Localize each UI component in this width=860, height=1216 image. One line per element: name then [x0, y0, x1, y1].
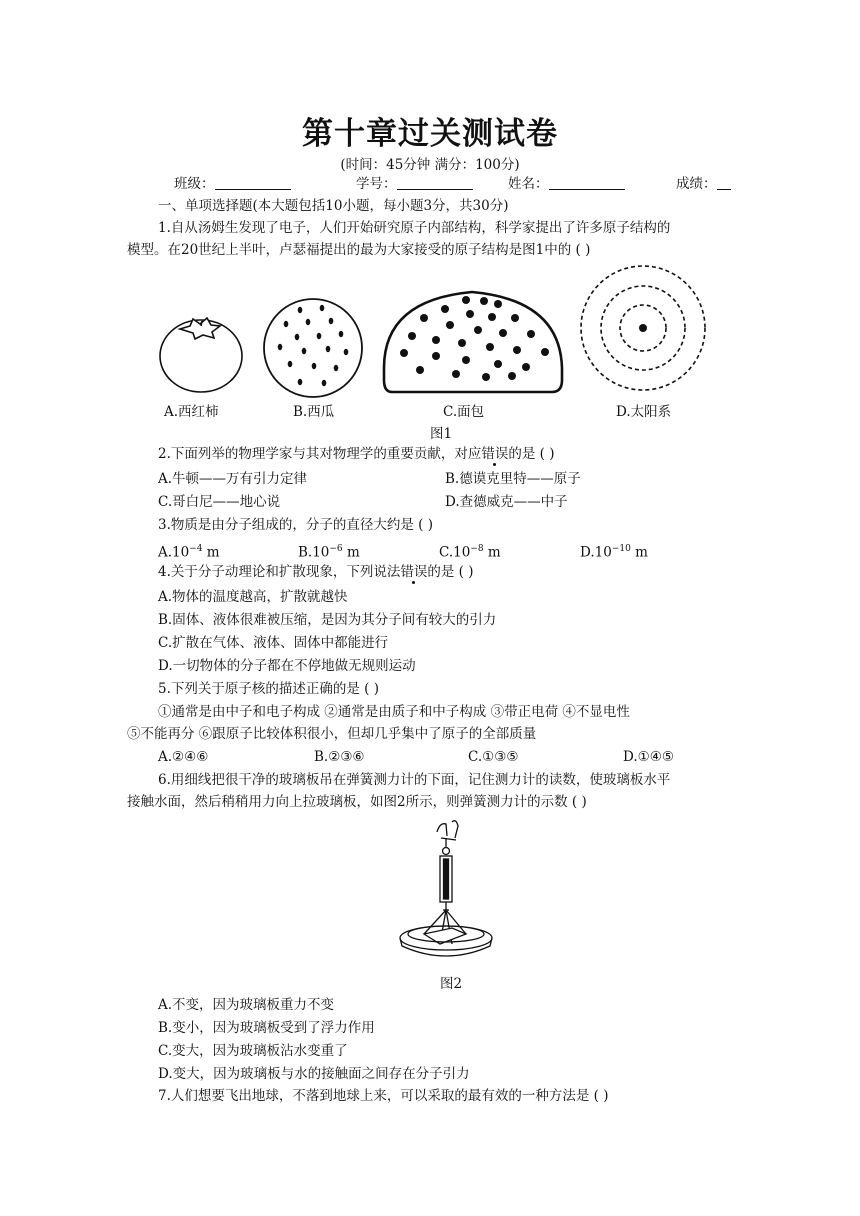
- name-label: 姓名：: [508, 176, 549, 192]
- q4-option-b: B.固体、液体很难被压缩，是因为其分子间有较大的引力: [158, 612, 497, 628]
- figure-1-caption: 图1: [430, 426, 453, 442]
- page-title: 第十章过关测试卷: [302, 116, 558, 152]
- figure-2-caption: 图2: [440, 976, 463, 992]
- q5-statements-1: ①通常是由中子和电子构成 ②通常是由质子和中子构成 ③带正电荷 ④不显电性: [158, 704, 630, 720]
- q3-option-c: $C.10^{-8}$ m: [439, 544, 501, 561]
- q2-option-c: C.哥白尼——地心说: [158, 494, 281, 510]
- q2-emphasis: 错误: [481, 446, 509, 462]
- q2-stem-part2: 的是 ( ): [508, 446, 555, 462]
- q2-stem: [158, 444, 555, 464]
- q6-line1: 6.用细线把很干净的玻璃板吊在弹簧测力计的下面，记住测力计的读数，使玻璃板水平: [158, 772, 671, 788]
- q4-option-c: C.扩散在气体、液体、固体中都能进行: [158, 635, 389, 651]
- q6-option-d: D.变大，因为玻璃板与水的接触面之间存在分子引力: [158, 1066, 470, 1082]
- q2-option-a: A.牛顿——万有引力定律: [158, 471, 308, 487]
- score-label: 成绩：: [676, 176, 717, 192]
- id-label: 学号：: [356, 176, 397, 192]
- q5-option-d: D.①④⑤: [623, 749, 674, 765]
- q4-option-d: D.一切物体的分子都在不停地做无规则运动: [158, 658, 416, 674]
- q2-stem-part1: 2.下面列举的物理学家与其对物理学的重要贡献，对应: [158, 446, 482, 462]
- q7-stem: 7.人们想要飞出地球，不落到地球上来，可以采取的最有效的一种方法是 ( ): [158, 1088, 609, 1104]
- q4-stem: [158, 562, 474, 582]
- q2-option-b: B.德谟克里特——原子: [445, 471, 581, 487]
- q5-statements-2: ⑤不能再分 ⑥跟原子比较体积很小，但却几乎集中了原子的全部质量: [127, 726, 537, 742]
- option-solar-system: D.太阳系: [616, 404, 672, 420]
- q6-option-b: B.变小，因为玻璃板受到了浮力作用: [158, 1020, 375, 1036]
- q1-line1: 1.自从汤姆生发现了电子，人们开始研究原子内部结构，科学家提出了许多原子结构的: [158, 220, 671, 236]
- q3-option-d: $D.10^{-10}$ m: [580, 544, 648, 561]
- class-label: 班级：: [174, 176, 215, 192]
- bread-drawing: [384, 292, 562, 392]
- q2-option-d: D.查德威克——中子: [445, 494, 568, 510]
- tomato-drawing: [160, 318, 242, 392]
- q3-option-b: $B.10^{-6}$ m: [298, 544, 360, 561]
- q4-stem-part1: 4.关于分子动理论和扩散现象，下列说法: [158, 564, 401, 580]
- q5-stem: 5.下列关于原子核的描述正确的是 ( ): [158, 681, 379, 697]
- spring-balance-drawing: [400, 821, 492, 956]
- q6-option-c: C.变大，因为玻璃板沾水变重了: [158, 1043, 348, 1059]
- option-tomato: A.西红柿: [164, 404, 219, 420]
- section-heading: 一、单项选择题(本大题包括10小题，每小题3分，共30分): [158, 198, 509, 214]
- option-bread: C.面包: [443, 404, 485, 420]
- q4-emphasis: 错误: [400, 564, 428, 580]
- watermelon-drawing: [264, 299, 362, 397]
- q6-option-a: A.不变，因为玻璃板重力不变: [158, 997, 335, 1013]
- q5-option-b: B.②③⑥: [314, 749, 365, 765]
- q4-option-a: A.物体的温度越高，扩散就越快: [158, 589, 348, 605]
- q5-option-a: A.②④⑥: [158, 749, 209, 765]
- q1-line2: 模型。在20世纪上半叶，卢瑟福提出的最为大家接受的原子结构是图1中的 ( ): [127, 242, 591, 258]
- exam-subtitle: (时间：45分钟 满分：100分): [340, 157, 520, 173]
- q5-option-c: C.①③⑤: [468, 749, 519, 765]
- q3-option-a: $A.10^{-4}$ m: [158, 544, 220, 561]
- q3-stem: 3.物质是由分子组成的，分子的直径大约是 ( ): [158, 517, 433, 533]
- q6-line2: 接触水面，然后稍稍用力向上拉玻璃板，如图2所示，则弹簧测力计的示数 ( ): [127, 794, 587, 810]
- q4-stem-part2: 的是 ( ): [427, 564, 474, 580]
- option-watermelon: B.西瓜: [293, 404, 335, 420]
- solar-system-drawing: [581, 266, 705, 390]
